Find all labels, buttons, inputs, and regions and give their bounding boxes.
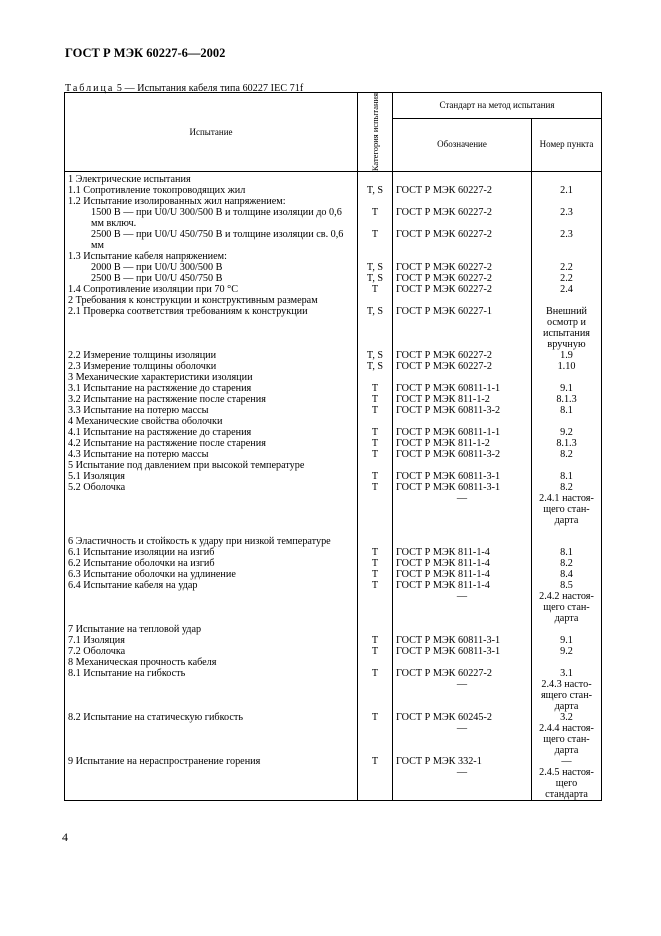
test-category (358, 460, 393, 471)
table-row (65, 229, 602, 251)
test-category: T (358, 558, 393, 569)
standard-designation (393, 416, 532, 427)
test-category: T (358, 712, 393, 756)
test-category: T, S (358, 306, 393, 350)
test-category: T (358, 635, 393, 646)
standard-designation (393, 624, 532, 635)
standard-designation (393, 460, 532, 471)
table-row (65, 372, 602, 383)
item-number: 2.3 (532, 229, 602, 251)
item-number: 8.2 (532, 449, 602, 460)
section-heading: 4 Механические свойства оболочки (65, 416, 358, 427)
standard-designation (393, 251, 532, 262)
table-row (65, 635, 602, 646)
standard-designation: ГОСТ Р МЭК 811-1-2 (393, 394, 532, 405)
standard-designation: ГОСТ Р МЭК 60811-3-1 (393, 646, 532, 657)
section-heading: 9 Испытание на нераспространение горения (65, 756, 358, 801)
table-row (65, 273, 602, 284)
standard-designation: ГОСТ Р МЭК 811-1-4 — (393, 580, 532, 624)
table-row (65, 460, 602, 471)
table-row (65, 416, 602, 427)
standard-designation: ГОСТ Р МЭК 60811-3-1 (393, 471, 532, 482)
document-header: ГОСТ Р МЭК 60227-6—2002 (65, 46, 226, 60)
item-number: 8.1 (532, 547, 602, 558)
item-number (532, 624, 602, 635)
test-category: T (358, 569, 393, 580)
table-row (65, 196, 602, 207)
item-number (532, 416, 602, 427)
test-name: 6.3 Испытание оболочки на удлинение (65, 569, 358, 580)
test-name: 6.1 Испытание изоляции на изгиб (65, 547, 358, 558)
table-row (65, 361, 602, 372)
test-category: T (358, 394, 393, 405)
test-category: T (358, 383, 393, 394)
test-category: T (358, 668, 393, 712)
test-name: 5.1 Изоляция (65, 471, 358, 482)
col-header-test: Испытание (65, 93, 358, 172)
test-category: T (358, 646, 393, 657)
test-name: 6.4 Испытание кабеля на удар (65, 580, 358, 624)
section-heading: 6 Эластичность и стойкость к удару при низкой температуре (65, 526, 358, 547)
col-header-standard-group: Стандарт на метод испытания (393, 93, 602, 119)
standard-designation: ГОСТ Р МЭК 60227-2 (393, 273, 532, 284)
section-heading: 8 Механическая прочность кабеля (65, 657, 358, 668)
standard-designation: ГОСТ Р МЭК 811-1-4 (393, 569, 532, 580)
table-row (65, 471, 602, 482)
test-name: 3.2 Испытание на растяжение после старения (65, 394, 358, 405)
test-category: T, S (358, 262, 393, 273)
item-number: 2.2 (532, 262, 602, 273)
standard-designation: ГОСТ Р МЭК 60811-1-1 (393, 427, 532, 438)
item-number: 2.1 (532, 185, 602, 196)
test-category: T (358, 449, 393, 460)
table-row (65, 668, 602, 712)
item-number (532, 460, 602, 471)
table-row (65, 306, 602, 350)
table-row (65, 185, 602, 196)
standard-designation: ГОСТ Р МЭК 60227-2 (393, 207, 532, 229)
section-heading: 1 Электрические испытания (65, 172, 358, 186)
standard-designation (393, 657, 532, 668)
test-category (358, 172, 393, 186)
item-number (532, 657, 602, 668)
test-category (358, 196, 393, 207)
item-number (532, 251, 602, 262)
test-category: T (358, 229, 393, 251)
item-number: 8.1.3 (532, 438, 602, 449)
test-category: T (358, 427, 393, 438)
table-row (65, 394, 602, 405)
test-name: 2.3 Измерение толщины оболочки (65, 361, 358, 372)
test-category: T, S (358, 273, 393, 284)
item-number: 8.1.3 (532, 394, 602, 405)
section-heading: 7 Испытание на тепловой удар (65, 624, 358, 635)
item-number: Внешний осмотр и испытания вручную (532, 306, 602, 350)
test-category: T (358, 405, 393, 416)
test-name: 2.1 Проверка соответствия требованиям к конструкции (65, 306, 358, 350)
test-category: T, S (358, 185, 393, 196)
test-category (358, 251, 393, 262)
test-name: 2000 В — при U0/U 300/500 В (65, 262, 358, 273)
page-number: 4 (62, 830, 68, 844)
standard-designation (393, 372, 532, 383)
item-number: 9.2 (532, 646, 602, 657)
item-number (532, 526, 602, 547)
item-number (532, 196, 602, 207)
test-name: 1500 В — при U0/U 300/500 В и толщине изоляции до 0,6 мм включ. (65, 207, 358, 229)
item-number: 1.9 (532, 350, 602, 361)
table-row (65, 526, 602, 547)
test-name: 4.2 Испытание на растяжение после старения (65, 438, 358, 449)
test-category: T (358, 207, 393, 229)
table-row (65, 569, 602, 580)
section-heading: 2 Требования к конструкции и конструктивным размерам (65, 295, 358, 306)
table-row (65, 172, 602, 186)
table-row (65, 262, 602, 273)
test-name: 4.3 Испытание на потерю массы (65, 449, 358, 460)
standard-designation: ГОСТ Р МЭК 60227-2 (393, 350, 532, 361)
col-header-category: Категория испытания (358, 93, 393, 172)
item-number (532, 372, 602, 383)
standard-designation: ГОСТ Р МЭК 811-1-2 (393, 438, 532, 449)
test-name: 4.1 Испытание на растяжение до старения (65, 427, 358, 438)
table-row (65, 756, 602, 801)
test-category: T, S (358, 361, 393, 372)
standard-designation: ГОСТ Р МЭК 60227-2 (393, 284, 532, 295)
test-name: 1.3 Испытание кабеля напряжением: (65, 251, 358, 262)
item-number: 8.1 (532, 405, 602, 416)
standard-designation (393, 196, 532, 207)
table-caption-label: Таблица (65, 83, 115, 94)
test-name: 5.2 Оболочка (65, 482, 358, 526)
item-number: 1.10 (532, 361, 602, 372)
test-category (358, 526, 393, 547)
test-name: 8.1 Испытание на гибкость (65, 668, 358, 712)
table-row (65, 383, 602, 394)
section-heading: 3 Механические характеристики изоляции (65, 372, 358, 383)
item-number (532, 172, 602, 186)
table-row (65, 624, 602, 635)
test-name: 6.2 Испытание оболочки на изгиб (65, 558, 358, 569)
test-category: T (358, 482, 393, 526)
test-name: 3.3 Испытание на потерю массы (65, 405, 358, 416)
test-category (358, 657, 393, 668)
table-row (65, 580, 602, 624)
standard-designation: ГОСТ Р МЭК 60811-3-2 (393, 405, 532, 416)
item-number: 8.2 2.4.1 настоя- щего стан- дарта (532, 482, 602, 526)
test-category (358, 372, 393, 383)
table-row (65, 547, 602, 558)
item-number: 9.2 (532, 427, 602, 438)
standard-designation: ГОСТ Р МЭК 60811-3-1 (393, 635, 532, 646)
item-number: 9.1 (532, 383, 602, 394)
standard-designation: ГОСТ Р МЭК 60811-1-1 (393, 383, 532, 394)
standard-designation (393, 295, 532, 306)
item-number (532, 295, 602, 306)
test-name: 7.2 Оболочка (65, 646, 358, 657)
test-category (358, 624, 393, 635)
table-row (65, 427, 602, 438)
test-name: 7.1 Изоляция (65, 635, 358, 646)
table-row (65, 657, 602, 668)
test-category (358, 416, 393, 427)
test-category: T (358, 471, 393, 482)
col-header-item-number: Номер пункта (532, 118, 602, 172)
standard-designation: ГОСТ Р МЭК 811-1-4 (393, 547, 532, 558)
test-category: T (358, 284, 393, 295)
test-category: T (358, 438, 393, 449)
item-number: — 2.4.5 настоя- щего стандарта (532, 756, 602, 801)
table-row (65, 482, 602, 526)
test-category: T, S (358, 350, 393, 361)
section-heading: 5 Испытание под давлением при высокой температуре (65, 460, 358, 471)
table-caption-text: 5 — Испытания кабеля типа 60227 IEC 71f (114, 83, 304, 94)
standard-designation (393, 526, 532, 547)
test-name: 2.2 Измерение толщины изоляции (65, 350, 358, 361)
test-name: 1.4 Сопротивление изоляции при 70 °С (65, 284, 358, 295)
item-number: 8.4 (532, 569, 602, 580)
item-number: 9.1 (532, 635, 602, 646)
item-number: 8.5 2.4.2 настоя- щего стан- дарта (532, 580, 602, 624)
standard-designation: ГОСТ Р МЭК 60227-2 — (393, 668, 532, 712)
standard-designation: ГОСТ Р МЭК 811-1-4 (393, 558, 532, 569)
test-name: 8.2 Испытание на статическую гибкость (65, 712, 358, 756)
item-number: 2.3 (532, 207, 602, 229)
standard-designation: ГОСТ Р МЭК 60227-2 (393, 229, 532, 251)
item-number: 3.2 2.4.4 настоя- щего стан- дарта (532, 712, 602, 756)
tests-table (64, 92, 602, 801)
table-row (65, 284, 602, 295)
standard-designation: ГОСТ Р МЭК 60811-3-1 — (393, 482, 532, 526)
test-name: 2500 В — при U0/U 450/750 В и толщине изоляции св. 0,6 мм (65, 229, 358, 251)
item-number: 8.1 (532, 471, 602, 482)
standard-designation: ГОСТ Р МЭК 60227-2 (393, 185, 532, 196)
table-row (65, 712, 602, 756)
item-number: 2.4 (532, 284, 602, 295)
standard-designation: ГОСТ Р МЭК 332-1 — (393, 756, 532, 801)
item-number: 8.2 (532, 558, 602, 569)
test-name: 2500 В — при U0/U 450/750 В (65, 273, 358, 284)
table-row (65, 405, 602, 416)
standard-designation: ГОСТ Р МЭК 60227-2 (393, 262, 532, 273)
standard-designation: ГОСТ Р МЭК 60227-2 (393, 361, 532, 372)
table-row (65, 558, 602, 569)
table-row (65, 438, 602, 449)
standard-designation: ГОСТ Р МЭК 60245-2 — (393, 712, 532, 756)
table-row (65, 646, 602, 657)
table-row (65, 449, 602, 460)
test-category (358, 295, 393, 306)
test-name: 1.1 Сопротивление токопроводящих жил (65, 185, 358, 196)
table-row (65, 207, 602, 229)
test-category: T (358, 580, 393, 624)
standard-designation (393, 172, 532, 186)
test-name: 3.1 Испытание на растяжение до старения (65, 383, 358, 394)
item-number: 2.2 (532, 273, 602, 284)
table-row (65, 295, 602, 306)
col-header-designation: Обозначение (393, 118, 532, 172)
test-name: 1.2 Испытание изолированных жил напряжением: (65, 196, 358, 207)
item-number: 3.1 2.4.3 насто- ящего стан- дарта (532, 668, 602, 712)
test-category: T (358, 756, 393, 801)
standard-designation: ГОСТ Р МЭК 60227-1 (393, 306, 532, 350)
table-row (65, 350, 602, 361)
test-category: T (358, 547, 393, 558)
table-row (65, 251, 602, 262)
standard-designation: ГОСТ Р МЭК 60811-3-2 (393, 449, 532, 460)
